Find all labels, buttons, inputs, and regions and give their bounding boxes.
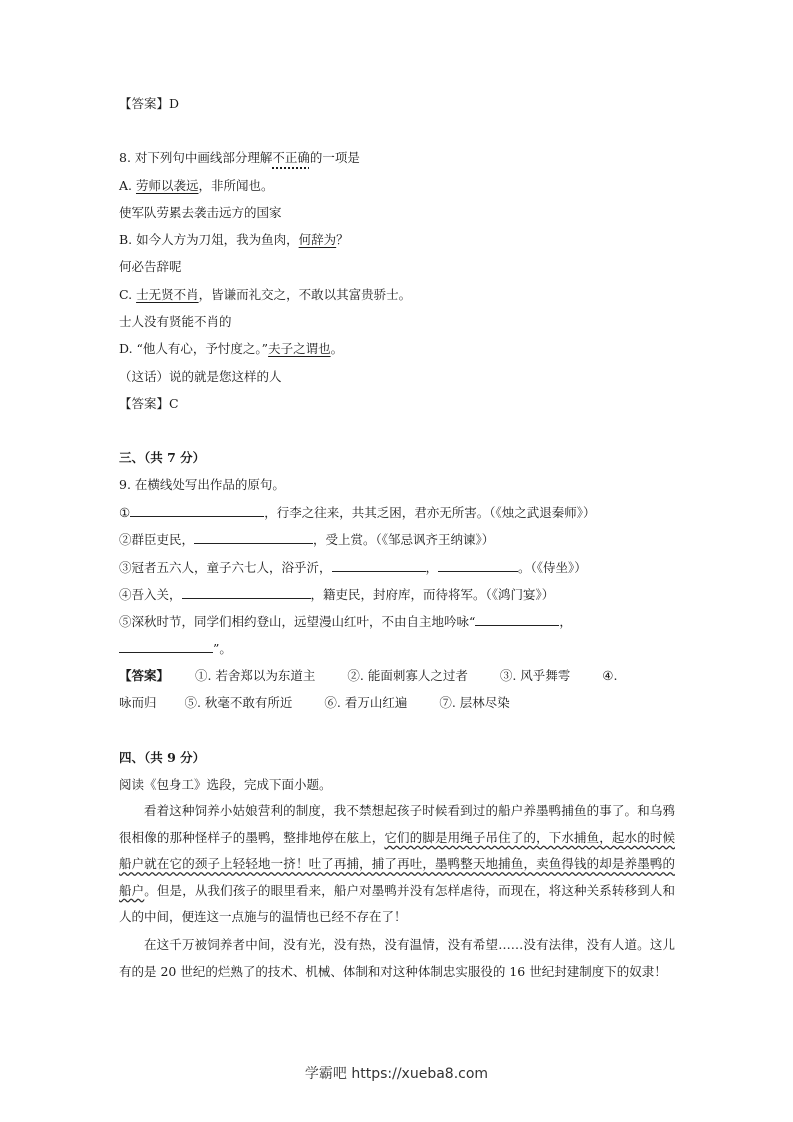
answer-label: 【答案】 [119, 668, 170, 683]
option-d-underlined: 夫子之谓也 [268, 341, 331, 356]
answer-7: ⑦. 层林尽染 [439, 695, 510, 710]
l1-text: ，行李之往来，共其乏困，君亦无所害。（《烛之武退秦师》） [264, 505, 596, 520]
section-3-heading: 三、（共 7 分） [119, 450, 206, 465]
fill-blank-2[interactable] [194, 530, 313, 544]
option-d-suffix: 。 [330, 341, 344, 356]
l5-text-b: ， [559, 614, 572, 629]
p1-before: 看着这种饲养小姑娘营利的制度，我不禁想起孩子时候看到过的船户养墨鸭捕鱼的事了。和乌鸦很相像的那种怪样子的墨鸭，整排地停在舷上， [119, 803, 675, 845]
fill-blank-5[interactable] [182, 585, 311, 599]
l2-text-b: ，受上赏。（《邹忌讽齐王纳谏》） [313, 532, 495, 547]
l3-text-b: ， [425, 560, 439, 575]
q9-line-6 [119, 639, 232, 658]
q9-line-4 [119, 585, 554, 604]
answer-4-text: 咏而归 [119, 695, 157, 710]
q8-option-b-explain: 何必告辞呢 [119, 259, 182, 274]
option-a-prefix: A. [119, 178, 136, 193]
q8-stem [119, 149, 360, 167]
option-a-underlined: 劳师以袭远 [135, 178, 199, 193]
q8-answer: 【答案】C [119, 396, 179, 411]
q9-line-2 [119, 530, 494, 549]
q8-option-c [119, 286, 411, 304]
p1-after: 。但是，从我们孩子的眼里看来，船户对墨鸭并没有怎样虐待，而现在，将这种关系转移到人和人的中间，便连这一点施与的温情也已经不存在了！ [119, 882, 675, 924]
q8-option-d [119, 340, 343, 358]
q8-option-a-explain: 使军队劳累去袭击远方的国家 [119, 205, 282, 220]
l6-text: ”。 [213, 641, 232, 656]
l1-number: ① [119, 505, 131, 520]
l2-text-a: ②群臣吏民， [119, 532, 195, 547]
q8-stem-suffix: 的一项是 [309, 150, 360, 165]
fill-blank-3[interactable] [332, 558, 426, 572]
q8-option-c-explain: 士人没有贤能不肖的 [119, 314, 232, 329]
option-a-suffix: ，非所闻也。 [198, 178, 274, 193]
q9-line-3 [119, 558, 587, 577]
answer-5: ⑤. 秋毫不敢有所近 [184, 695, 293, 710]
section-4-heading: 四、（共 9 分） [119, 750, 206, 765]
fill-blank-4[interactable] [438, 558, 518, 572]
fill-blank-1[interactable] [130, 503, 264, 517]
option-c-underlined: 士无贤不肖 [136, 287, 199, 302]
option-d-prefix: D. “他人有心，予忖度之。” [119, 341, 269, 356]
q9-stem: 9. 在横线处写出作品的原句。 [119, 477, 285, 492]
q8-stem-prefix: 8. 对下列句中画线部分理解 [119, 150, 273, 165]
prev-answer: 【答案】D [119, 96, 180, 111]
site-footer: 学霸吧 https://xueba8.com [304, 1066, 489, 1082]
q9-line-5 [119, 612, 572, 631]
option-b-prefix: B. 如今人方为刀俎，我为鱼肉， [119, 232, 299, 247]
reading-intro: 阅读《包身工》选段，完成下面小题。 [119, 777, 332, 792]
q8-option-b [119, 231, 349, 249]
answer-2: ②. 能面刺寡人之过者 [347, 668, 468, 683]
answer-3: ③. 风乎舞雩 [499, 668, 571, 683]
q8-stem-emphasis: 不正确 [272, 150, 310, 165]
passage-paragraph-2: 在这千万被饲养者中间，没有光，没有热，没有温情，没有希望……没有法律，没有人道。这儿有的是 20 世纪的烂熟了的技术、机械、体制和对这种体制忠实服役的 16 世纪封建制度下的奴隶！ [119, 937, 675, 979]
answer-6: ⑥. 看万山红遍 [324, 695, 408, 710]
answer-1: ①. 若舍郑以为东道主 [194, 668, 316, 683]
l3-text-a: ③冠者五六人，童子六七人，浴乎沂， [119, 560, 332, 575]
q8-option-a [119, 177, 274, 195]
q9-answer-line-2 [119, 694, 510, 712]
q9-line-1 [119, 503, 595, 522]
fill-blank-6[interactable] [475, 612, 559, 626]
option-c-prefix: C. [119, 287, 137, 302]
option-c-suffix: ，皆谦而礼交之，不敢以其富贵骄士。 [198, 287, 412, 302]
option-b-suffix: ？ [336, 232, 349, 247]
l5-text-a: ⑤深秋时节，同学们相约登山，远望漫山红叶，不由自主地吟咏“ [119, 614, 476, 629]
q9-answer-line-1 [119, 667, 617, 685]
l3-text-c: 。（《侍坐》） [518, 560, 587, 575]
l4-text-a: ④吾入关， [119, 587, 182, 602]
l4-text-b: ，籍吏民，封府库，而待将军。（《鸿门宴》） [310, 587, 555, 602]
passage-paragraph-1 [119, 798, 675, 931]
option-b-underlined: 何辞为 [298, 232, 337, 247]
fill-blank-7[interactable] [119, 639, 213, 653]
q8-option-d-explain: （这话）说的就是您这样的人 [119, 369, 282, 384]
answer-4-number: ④. [602, 668, 618, 683]
p1-wavy-underlined: 它们的脚是用绳子吊住了的，下水捕鱼，起水的时候船户就在它的颈子上轻轻地一挤！吐了再捕，捕了再吐，墨鸭整天地捕鱼，卖鱼得钱的却是养墨鸭的船户 [119, 829, 675, 898]
